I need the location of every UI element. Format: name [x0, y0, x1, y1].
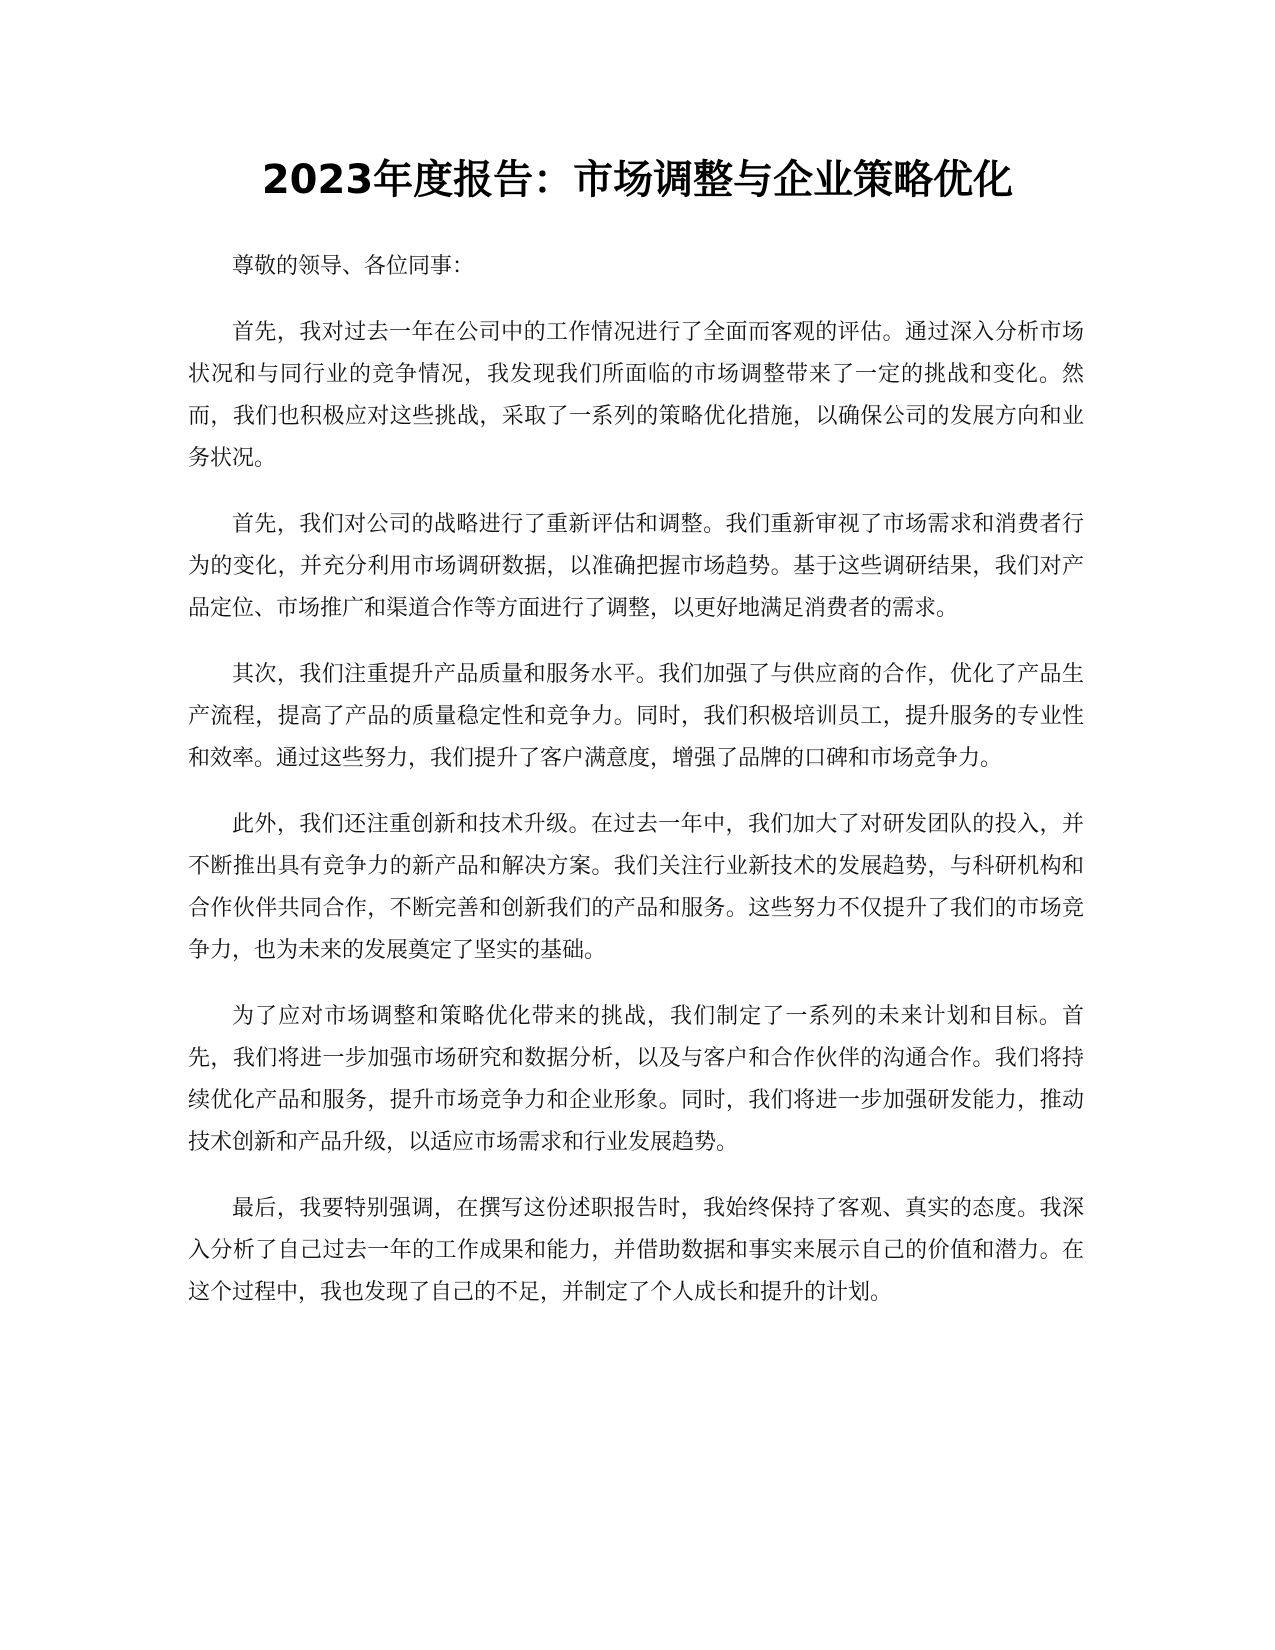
document-title: 2023年度报告：市场调整与企业策略优化 [261, 157, 1014, 203]
paragraph-evaluation: 首先，我对过去一年在公司中的工作情况进行了全面而客观的评估。通过深入分析市场状况和与同行业的竞争情况，我发现我们所面临的市场调整带来了一定的挑战和变化。然而，我们也积极应对这些挑战，采取了一系列的策略优化措施，以确保公司的发展方向和业务状况。 [188, 320, 1084, 471]
paragraph-strategy: 首先，我们对公司的战略进行了重新评估和调整。我们重新审视了市场需求和消费者行为的变化，并充分利用市场调研数据，以准确把握市场趋势。基于这些调研结果，我们对产品定位、市场推广和渠道合作等方面进行了调整，以更好地满足消费者的需求。 [188, 512, 1084, 621]
document-body [188, 246, 1084, 1338]
paragraph-future-plans: 为了应对市场调整和策略优化带来的挑战，我们制定了一系列的未来计划和目标。首先，我们将进一步加强市场研究和数据分析，以及与客户和合作伙伴的沟通合作。我们将持续优化产品和服务，提升市场竞争力和企业形象。同时，我们将进一步加强研发能力，推动技术创新和产品升级，以适应市场需求和行业发展趋势。 [188, 1004, 1084, 1155]
salutation: 尊敬的领导、各位同事： [232, 254, 475, 279]
paragraph-innovation: 此外，我们还注重创新和技术升级。在过去一年中，我们加大了对研发团队的投入，并不断推出具有竞争力的新产品和解决方案。我们关注行业新技术的发展趋势，与科研机构和合作伙伴共同合作，不断完善和创新我们的产品和服务。这些努力不仅提升了我们的市场竞争力，也为未来的发展奠定了坚实的基础。 [188, 812, 1084, 963]
paragraph-quality: 其次，我们注重提升产品质量和服务水平。我们加强了与供应商的合作，优化了产品生产流程，提高了产品的质量稳定性和竞争力。同时，我们积极培训员工，提升服务的专业性和效率。通过这些努力，我们提升了客户满意度，增强了品牌的口碑和市场竞争力。 [188, 662, 1084, 771]
paragraph-conclusion: 最后，我要特别强调，在撰写这份述职报告时，我始终保持了客观、真实的态度。我深入分析了自己过去一年的工作成果和能力，并借助数据和事实来展示自己的价值和潜力。在这个过程中，我也发现了自己的不足，并制定了个人成长和提升的计划。 [188, 1196, 1084, 1305]
